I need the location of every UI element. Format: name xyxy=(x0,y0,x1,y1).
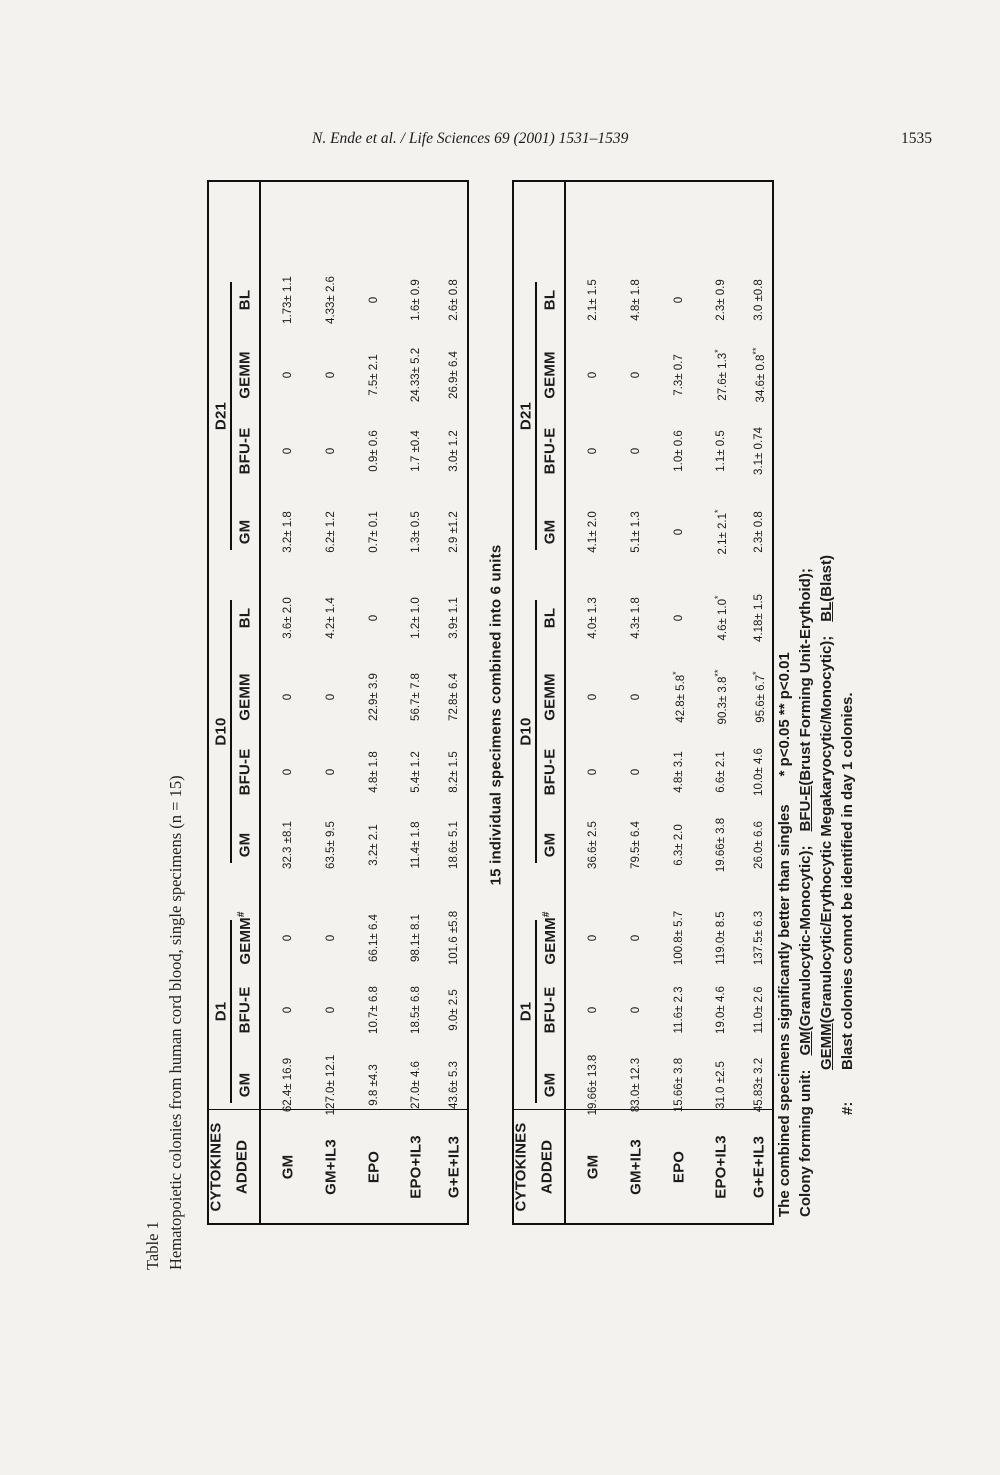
table-combined-group-underline-d21 xyxy=(535,282,537,550)
table-combined-cell: 4.0± 1.3 xyxy=(587,597,599,639)
table-single-row-label: EPO xyxy=(365,1150,383,1184)
table-combined-cell: 0 xyxy=(587,768,599,776)
table-combined-row-label: EPO+IL3 xyxy=(712,1135,730,1199)
table-combined-gemm-hash-mark: # xyxy=(541,911,552,918)
table-single-cell: 0 xyxy=(325,934,337,942)
table-combined-row-label: GM xyxy=(584,1154,602,1180)
table-single-row-label: EPO+IL3 xyxy=(407,1135,425,1199)
table-combined-cell: 83.0± 12.3 xyxy=(630,1057,642,1113)
footnote-hash-label: #: xyxy=(839,1101,856,1115)
table-single-cell: 0.7± 0.1 xyxy=(368,511,380,553)
table-combined-group-d21: D21 xyxy=(517,401,535,431)
table-combined-col-bl: BL xyxy=(541,607,559,629)
table-combined-col-bfu-e: BFU-E xyxy=(541,748,559,796)
table-single-row-label: GM xyxy=(279,1154,297,1180)
table-single-cell: 26.9± 6.4 xyxy=(448,351,460,399)
table-combined-cell: 27.6± 1.3* xyxy=(713,349,729,401)
table-single-cell: 0 xyxy=(282,447,294,455)
table-single-cell: 24.33± 5.2 xyxy=(410,347,422,403)
table-single-cell: 101.6 ±5.8 xyxy=(448,910,460,966)
table-single-cell: 1.3± 0.5 xyxy=(410,511,422,553)
table-single-col-gemm: GEMM xyxy=(236,673,254,721)
table-single-group-d21: D21 xyxy=(212,401,230,431)
table-single-cell: 0 xyxy=(368,614,380,622)
table-single-cell: 72.8± 6.4 xyxy=(448,673,460,721)
table-single-cell: 0 xyxy=(368,296,380,304)
table-combined-cell: 11.6± 2.3 xyxy=(673,986,685,1034)
table-single-cell: 2.9 ±1.2 xyxy=(448,511,460,553)
table-single-cytokines-heading: CYTOKINES xyxy=(207,1122,225,1212)
table-combined-col-bfu-e: BFU-E xyxy=(541,986,559,1034)
table-combined-cell: 2.1± 2.1* xyxy=(713,509,729,555)
significance-mark: * xyxy=(671,671,682,675)
table-combined-cell: 11.0± 2.6 xyxy=(753,986,765,1034)
table-combined-row-label: G+E+IL3 xyxy=(750,1135,768,1199)
table-single-cell: 18.6± 5.1 xyxy=(448,821,460,869)
table-single-cell: 3.2± 2.1 xyxy=(368,824,380,866)
table-single-cell: 0 xyxy=(282,768,294,776)
table-single-cell: 4.2± 1.4 xyxy=(325,597,337,639)
table-combined-col-bl: BL xyxy=(541,289,559,311)
table-combined-cell: 0 xyxy=(673,528,685,536)
table-single-col-bfu-e: BFU-E xyxy=(236,986,254,1034)
table-combined-cell: 0 xyxy=(587,371,599,379)
table-combined-cell: 119.0± 8.5 xyxy=(715,911,727,965)
table-combined-cell: 19.66± 13.8 xyxy=(587,1054,599,1116)
table-single-col-bl: BL xyxy=(236,607,254,629)
table-combined-cell: 100.8± 5.7 xyxy=(673,910,685,966)
table-combined-cell: 4.6± 1.0* xyxy=(713,595,729,641)
table-combined-group-underline-d1 xyxy=(535,920,537,1103)
table-single-cell: 9.8 ±4.3 xyxy=(368,1064,380,1106)
footnote-gemm-bl: GEMM(Granulocytic/Erythocytic Megakaryocytic/Monocytic);BL(Blast) xyxy=(818,555,835,1070)
table-combined-cell: 0 xyxy=(587,447,599,455)
table-single-cell: 0 xyxy=(282,934,294,942)
table-single-cell: 3.2± 1.8 xyxy=(282,511,294,553)
table-combined-cell: 0 xyxy=(587,934,599,942)
table-single-cell: 43.6± 5.3 xyxy=(448,1061,460,1109)
table-combined-cytokines-heading: CYTOKINES xyxy=(512,1122,530,1212)
table-single-cell: 8.2± 1.5 xyxy=(448,751,460,793)
table-single-row-label: G+E+IL3 xyxy=(445,1135,463,1199)
footnote-significance: The combined specimens significantly better than singles* p<0.05 ** p<0.01 xyxy=(776,652,793,1217)
table-combined-group-underline-d10 xyxy=(535,600,537,863)
table-single-cell: 66.1± 6.4 xyxy=(368,914,380,962)
table-combined-header-rule xyxy=(564,180,566,1225)
table-single-cell: 7.5± 2.1 xyxy=(368,354,380,396)
table-single-col-gemm: GEMM xyxy=(236,351,254,399)
table-combined-col-bfu-e: BFU-E xyxy=(541,427,559,475)
table-single-cell: 98.1± 8.1 xyxy=(410,914,422,962)
significance-mark: * xyxy=(713,595,724,600)
table-combined-cell: 4.1± 2.0 xyxy=(587,511,599,553)
table-combined-cell: 4.8± 3.1 xyxy=(673,751,685,793)
table-combined-group-d10: D10 xyxy=(517,717,535,746)
table-single-col-bfu-e: BFU-E xyxy=(236,748,254,796)
footnote-hash-definition: Blast colonies connot be identified in day 1 colonies. xyxy=(839,692,856,1070)
table-combined-cell: 90.3± 3.8** xyxy=(713,669,729,725)
table-single-cell: 0.9± 0.6 xyxy=(368,430,380,472)
table-single-cell: 0 xyxy=(325,693,337,701)
table-single-cell: 4.33± 2.6 xyxy=(325,276,337,324)
table-combined-cell: 4.8± 1.8 xyxy=(630,279,642,321)
table-single-cell: 56.7± 7.8 xyxy=(410,673,422,721)
table-combined-cell: 26.0± 6.6 xyxy=(753,821,765,869)
table-combined-cell: 0 xyxy=(587,693,599,701)
table-single-cell: 3.9± 1.1 xyxy=(448,597,460,639)
table-combined-cell: 3.1± 0.74 xyxy=(753,427,765,475)
table-combined-cell: 42.8± 5.8* xyxy=(671,671,687,723)
table-combined-cell: 0 xyxy=(673,614,685,622)
table-single-cell: 6.2± 1.2 xyxy=(325,511,337,553)
table-single-cell: 1.2± 1.0 xyxy=(410,597,422,639)
table-combined-cell: 6.6± 2.1 xyxy=(715,751,727,793)
table-label: Table 1 xyxy=(143,1221,162,1270)
table-combined-col-gemm: GEMM xyxy=(541,351,559,399)
table-combined-col-gm: GM xyxy=(541,1072,559,1098)
table-single-cell: 27.0± 4.6 xyxy=(410,1061,422,1109)
table-combined-col-gemm: GEMM# xyxy=(541,911,559,965)
table-single-cell: 3.6± 2.0 xyxy=(282,597,294,639)
table-combined-cell: 2.1± 1.5 xyxy=(587,279,599,321)
running-title: N. Ende et al. / Life Sciences 69 (2001) 1531–1539 xyxy=(312,130,629,147)
table-combined-cell: 0 xyxy=(630,693,642,701)
page-number: 1535 xyxy=(901,130,932,147)
table-combined-cell: 45.83± 3.2 xyxy=(753,1057,765,1113)
table-combined-cell: 4.18± 1.5 xyxy=(753,594,765,642)
table-single-group-underline-d10 xyxy=(230,600,232,863)
table-combined-cell: 15.66± 3.8 xyxy=(673,1057,685,1113)
table-combined-cell: 6.3± 2.0 xyxy=(673,824,685,866)
table-combined-cell: 3.0 ±0.8 xyxy=(753,279,765,321)
table-single-cell: 0 xyxy=(325,768,337,776)
table-single-col-gemm: GEMM# xyxy=(236,911,254,965)
table-combined-col-gm: GM xyxy=(541,832,559,858)
table-single-cell: 63.5± 9.5 xyxy=(325,821,337,869)
table-combined-cell: 1.1± 0.5 xyxy=(715,430,727,472)
table-single-cell: 3.0± 1.2 xyxy=(448,430,460,472)
table-single-cell: 1.73± 1.1 xyxy=(282,276,294,324)
table-single-cell: 62.4± 16.9 xyxy=(282,1057,294,1113)
table-combined-cell: 31.0 ±2.5 xyxy=(715,1061,727,1109)
table-combined-group-d1: D1 xyxy=(517,1001,535,1022)
table-single-cell: 18.5± 6.8 xyxy=(410,986,422,1034)
table-single-cell: 10.7± 6.8 xyxy=(368,986,380,1034)
table-combined-cell: 10.0± 4.6 xyxy=(753,748,765,796)
table-single-col-bl: BL xyxy=(236,289,254,311)
table-single-cytokine-divider xyxy=(207,1109,469,1110)
table-single-cell: 1.7 ±0.4 xyxy=(410,430,422,472)
table-single-group-d10: D10 xyxy=(212,717,230,746)
significance-mark: * xyxy=(713,509,724,514)
table-single-group-d1: D1 xyxy=(212,1001,230,1022)
table-single-cell: 0 xyxy=(325,447,337,455)
significance-mark: ** xyxy=(751,347,762,355)
table-single-added-heading: ADDED xyxy=(233,1139,251,1195)
table-single-cell: 0 xyxy=(282,693,294,701)
table-single-cell: 4.8± 1.8 xyxy=(368,751,380,793)
table-single-cell: 22.9± 3.9 xyxy=(368,673,380,721)
table-combined-row-label: GM+IL3 xyxy=(627,1139,645,1195)
table-single-gemm-hash-mark: # xyxy=(236,911,247,918)
table-single-group-underline-d21 xyxy=(230,282,232,550)
table-combined-cell: 1.0± 0.6 xyxy=(673,430,685,472)
table-single-col-bfu-e: BFU-E xyxy=(236,427,254,475)
table-combined-cell: 2.3± 0.9 xyxy=(715,279,727,321)
table-single-row-label: GM+IL3 xyxy=(322,1139,340,1195)
table-combined-cell: 34.6± 0.8** xyxy=(751,347,767,403)
table-combined-cell: 137.5± 6.3 xyxy=(753,910,765,966)
table-combined-added-heading: ADDED xyxy=(538,1139,556,1195)
table-combined-cell: 36.6± 2.5 xyxy=(587,821,599,869)
table-title: Hematopoietic colonies from human cord blood, single specimens (n = 15) xyxy=(166,775,185,1270)
table-combined-cell: 7.3± 0.7 xyxy=(673,354,685,396)
table-combined-col-gemm: GEMM xyxy=(541,673,559,721)
table-single-cell: 0 xyxy=(325,371,337,379)
table-single-cell: 0 xyxy=(282,1006,294,1014)
combined-heading: 15 individual specimens combined into 6 units xyxy=(487,544,505,886)
table-single-cell: 127.0± 12.1 xyxy=(325,1054,337,1116)
table-combined-cell: 79.5± 6.4 xyxy=(630,821,642,869)
table-combined-cell: 0 xyxy=(673,296,685,304)
table-combined-cell: 5.1± 1.3 xyxy=(630,511,642,553)
table-combined-cell: 0 xyxy=(630,768,642,776)
table-single-col-gm: GM xyxy=(236,832,254,858)
table-combined-cell: 0 xyxy=(630,1006,642,1014)
table-combined-row-label: EPO xyxy=(670,1150,688,1184)
table-combined-col-gm: GM xyxy=(541,519,559,545)
table-single-cell: 2.6± 0.8 xyxy=(448,279,460,321)
table-combined-cell: 2.3± 0.8 xyxy=(753,511,765,553)
significance-mark: * xyxy=(751,671,762,675)
table-single-cell: 5.4± 1.2 xyxy=(410,751,422,793)
table-combined-cell: 0 xyxy=(587,1006,599,1014)
table-single-col-gm: GM xyxy=(236,519,254,545)
table-combined-cell: 4.3± 1.8 xyxy=(630,597,642,639)
table-single-col-gm: GM xyxy=(236,1072,254,1098)
table-single-cell: 32.3 ±8.1 xyxy=(282,821,294,869)
table-combined-cell: 0 xyxy=(630,371,642,379)
table-single-cell: 9.0± 2.5 xyxy=(448,989,460,1031)
table-combined-cytokine-divider xyxy=(512,1109,774,1110)
significance-mark: * xyxy=(713,349,724,353)
table-single-cell: 0 xyxy=(325,1006,337,1014)
table-combined-cell: 19.66± 3.8 xyxy=(715,817,727,873)
table-single-cell: 1.6± 0.9 xyxy=(410,279,422,321)
table-combined-cell: 19.0± 4.6 xyxy=(715,986,727,1034)
table-single-header-rule xyxy=(259,180,261,1225)
table-combined-cell: 0 xyxy=(630,934,642,942)
table-single-cell: 11.4± 1.8 xyxy=(410,821,422,869)
table-combined-cell: 95.6± 6.7* xyxy=(751,671,767,723)
table-single-cell: 0 xyxy=(282,371,294,379)
table-combined-cell: 0 xyxy=(630,447,642,455)
significance-mark: ** xyxy=(713,669,724,677)
table-single-group-underline-d1 xyxy=(230,920,232,1103)
footnote-colony-forming-unit: Colony forming unit:GM(Granulocytic-Monocytic);BFU-E(Brust Forming Unit-Erythoid); xyxy=(797,568,814,1217)
